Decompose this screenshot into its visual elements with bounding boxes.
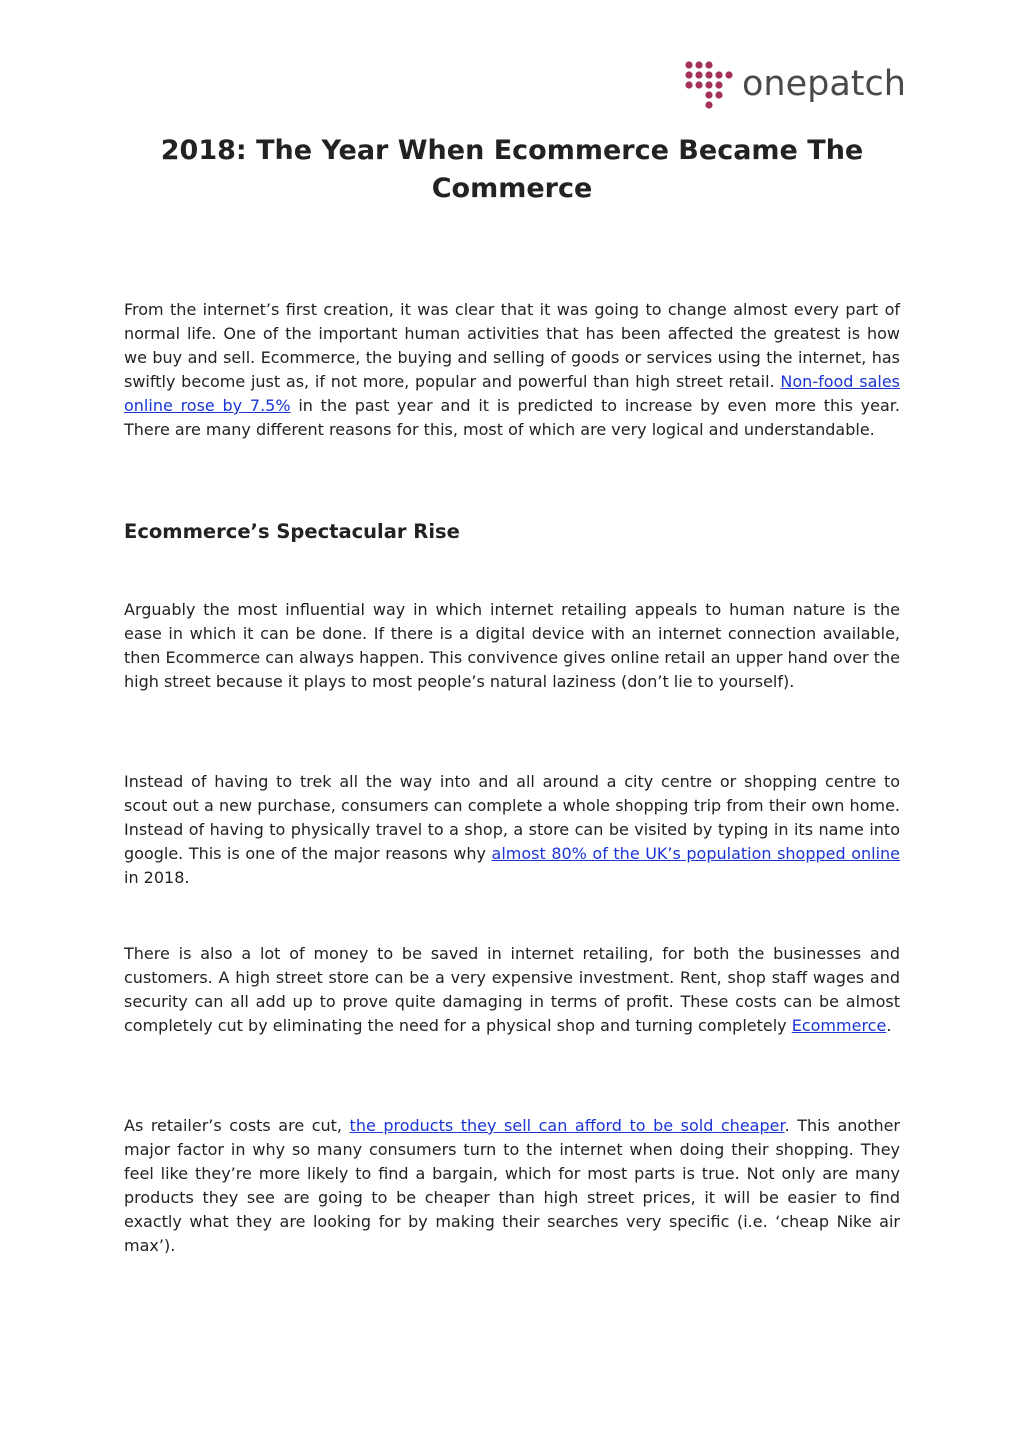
cost-savings-paragraph [124,942,900,1038]
cost-savings-text-before-link: There is also a lot of money to be saved in internet retailing, for both the businesses and customers. A high street store can be a very expensive investment. Rent, shop staff wages and security can all add up to prove quite damaging in terms of profit. These costs can be almost completely cut by eliminating the need for a physical shop and turning completely [124,944,900,1035]
shopping-trip-text-before-link: Instead of having to trek all the way into and all around a city centre or shopping centre to scout out a new purchase, consumers can complete a whole shopping trip from their own home. Instead of having to physically travel to a shop, a store can be visited by typing in its name into google. This is one of the major reasons why [124,772,900,863]
section-heading: Ecommerce’s Spectacular Rise [124,520,460,543]
cheaper-products-text-before-link: As retailer’s costs are cut, [124,1116,350,1135]
onepatch-logo [684,60,904,116]
ecommerce-link[interactable]: Ecommerce [791,1016,887,1035]
cost-savings-text-after-link: . [886,1016,892,1035]
intro-paragraph [124,298,900,442]
convenience-paragraph [124,598,900,694]
shopping-trip-paragraph [124,770,900,890]
convenience-text: Arguably the most influential way in which internet retailing appeals to human nature is the ease in which it can be done. If there is a digital device with an internet connection available, then Ecommerce can always happen. This convivence gives online retail an upper hand over the high street because it plays to most people’s natural laziness (don’t lie to yourself). [124,600,900,691]
intro-text-after-link: in the past year and it is predicted to increase by even more this year. There are many different reasons for this, most of which are very logical and understandable. [124,396,900,439]
uk-population-link[interactable]: almost 80% of the UK’s population shopped online [491,844,901,863]
page-title: 2018: The Year When Ecommerce Became The Commerce [160,135,864,204]
dot-grid-logo-icon [684,60,744,116]
intro-text-before-link: From the internet’s first creation, it was clear that it was going to change almost every part of normal life. One of the important human activities that has been affected the greatest is how we buy and sell. Ecommerce, the buying and selling of goods or services using the internet, has swiftly become just as, if not more, popular and powerful than high street retail. [124,300,900,391]
non-food-sales-link[interactable]: Non-food sales online rose by 7.5% [124,372,900,415]
cheaper-products-link[interactable]: the products they sell can afford to be sold cheaper [349,1116,785,1135]
brand-name: onepatch [742,64,906,104]
cheaper-products-text-after-link: . This another major factor in why so many consumers turn to the internet when doing their shopping. They feel like they’re more likely to find a bargain, which for most parts is true. Not only are many products they see are going to be cheaper than high street prices, it will be easier to find exactly what they are looking for by making their searches very specific (i.e. ‘cheap Nike air max’). [124,1116,901,1255]
cheaper-products-paragraph [124,1114,900,1258]
shopping-trip-text-after-link: in 2018. [124,868,190,887]
